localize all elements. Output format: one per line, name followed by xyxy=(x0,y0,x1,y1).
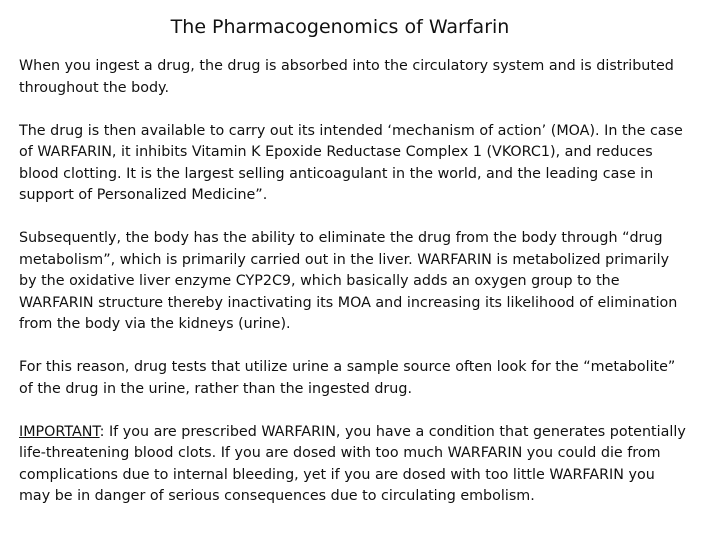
paragraph-important xyxy=(19,422,689,508)
paragraph-absorption: When you ingest a drug, the drug is absorbed into the circulatory system and is distributed throughout the body. xyxy=(19,58,674,96)
page-title: The Pharmacogenomics of Warfarin xyxy=(170,16,510,38)
important-text: If you are prescribed WARFARIN, you have a condition that generates potentially life-threatening blood clots. If you are dosed with too much WARFARIN you could die from complications due to internal bleeding, yet if you are dosed with too little WARFARIN you may be in danger of serious consequences due to circulating embolism. xyxy=(19,423,686,504)
paragraph-mechanism-of-action: The drug is then available to carry out its intended ‘mechanism of action’ (MOA). In the case of WARFARIN, it inhibits Vitamin K Epoxide Reductase Complex 1 (VKORC1), and reduces blood clotting. It is the largest selling anticoagulant in the world, and the leading case in support of Personalized Medicine”. xyxy=(19,122,683,203)
paragraph-drug-metabolism: Subsequently, the body has the ability to eliminate the drug from the body through “drug metabolism”, which is primarily carried out in the liver. WARFARIN is metabolized primarily by the oxidative liver enzyme CYP2C9, which basically adds an oxygen group to the WARFARIN structure thereby inactivating its MOA and increasing its likelihood of elimination from the body via the kidneys (urine). xyxy=(19,230,678,332)
paragraph-drug-tests: For this reason, drug tests that utilize urine a sample source often look for the “metabolite” of the drug in the urine, rather than the ingested drug. xyxy=(19,359,676,397)
body-text xyxy=(19,56,689,508)
important-label: IMPORTANT xyxy=(19,423,100,440)
important-separator: : xyxy=(99,423,105,440)
